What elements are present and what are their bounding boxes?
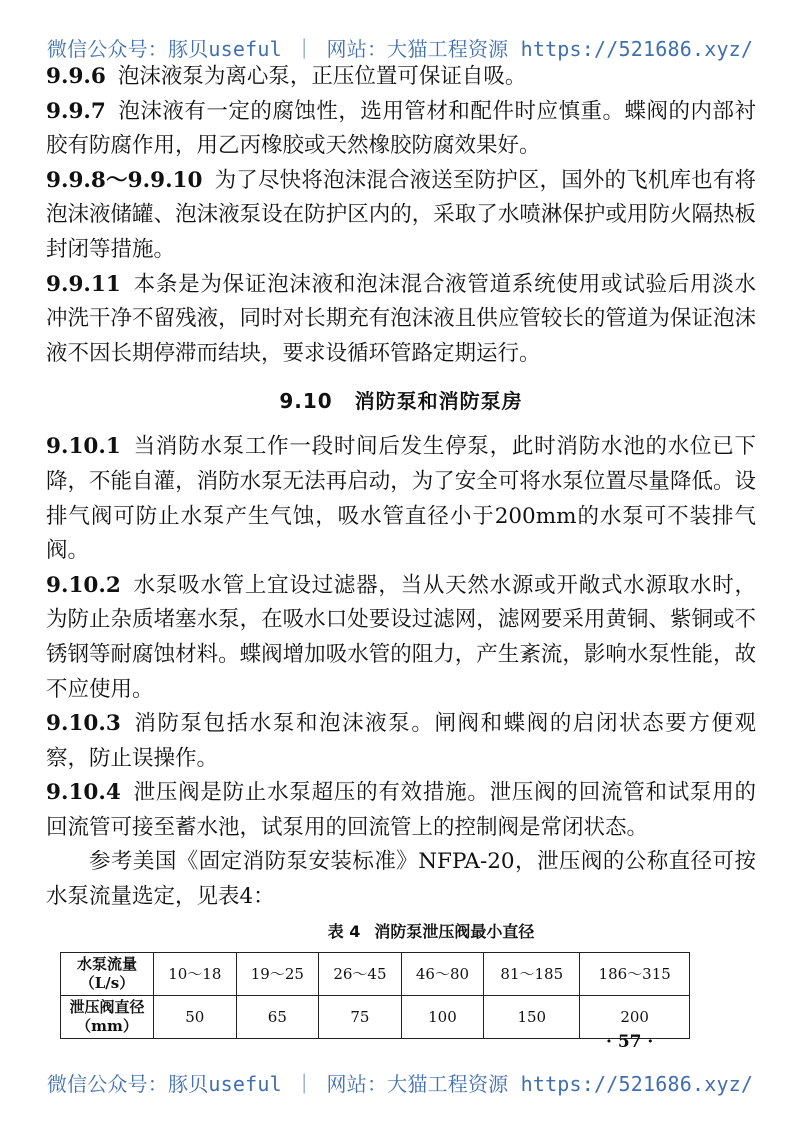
table-cell: 19～25 xyxy=(236,952,319,995)
clause-text: 泡沫液有一定的腐蚀性，选用管材和配件时应慎重。蝶阀的内部衬胶有防腐作用，用乙丙橡胶或天然橡胶防腐效果好。 xyxy=(46,98,756,159)
table-caption-title: 消防泵泄压阀最小直径 xyxy=(374,921,535,941)
clause-number: 9.10.2 xyxy=(46,572,121,598)
clause-text: 当消防水泵工作一段时间后发生停泵，此时消防水池的水位已下降，不能自灌，消防水泵无法再启动，为了安全可将水泵位置尽量降低。设排气阀可防止水泵产生气蚀，吸水管直径小于200mm的水泵可不装排气阀。 xyxy=(46,434,756,564)
clause-text: 本条是为保证泡沫液和泡沫混合液管道系统使用或试验后用淡水冲洗干净不留残液，同时对长期充有泡沫液且供应管较长的管道为保证泡沫液不因长期停滞而结块，要求设循环管路定期运行。 xyxy=(46,271,756,366)
clause-9-9-7 xyxy=(46,95,756,164)
clause-text: 泄压阀是防止水泵超压的有效措施。泄压阀的回流管和试泵用的回流管可接至蓄水池，试泵用的回流管上的控制阀是常闭状态。 xyxy=(46,780,756,840)
table-cell: 10～18 xyxy=(154,952,237,995)
watermark-top: 微信公众号：豚贝useful ｜ 网站：大猫工程资源 https://521686.xyz/ xyxy=(46,37,754,61)
clause-9-10-1 xyxy=(46,430,756,568)
row-header-diameter: 泄压阀直径 （mm） xyxy=(61,995,154,1038)
clause-9-9-8-10 xyxy=(46,164,756,268)
section-number: 9.10 xyxy=(279,389,333,414)
clause-number: 9.10.3 xyxy=(46,711,121,737)
clause-number: 9.9.11 xyxy=(46,271,121,297)
clause-number: 9.10.4 xyxy=(46,780,121,806)
table-cell: 26～45 xyxy=(319,952,402,995)
table-cell: 186～315 xyxy=(580,952,690,995)
table-cell: 150 xyxy=(484,995,580,1038)
clause-9-9-11 xyxy=(46,268,756,372)
section-heading xyxy=(46,385,756,414)
reference-paragraph: 参考美国《固定消防泵安装标准》NFPA-20，泄压阀的公称直径可按水泵流量选定，见表4： xyxy=(46,849,756,910)
clause-number: 9.10.1 xyxy=(46,434,121,460)
table-cell: 200 xyxy=(580,995,690,1038)
table-cell: 75 xyxy=(319,995,402,1038)
table-caption-number: 表 4 xyxy=(327,921,361,941)
clause-text: 为了尽快将泡沫混合液送至防护区，国外的飞机库也有将泡沫液储罐、泡沫液泵设在防护区内的，采取了水喷淋保护或用防火隔热板封闭等措施。 xyxy=(46,167,756,262)
clause-text: 水泵吸水管上宜设过滤器，当从天然水源或开敞式水源取水时，为防止杂质堵塞水泵，在吸水口处要设过滤网，滤网要采用黄铜、紫铜或不锈钢等耐腐蚀材料。蝶阀增加吸水管的阻力，产生紊流，影响水泵性能，故不应使用。 xyxy=(46,572,756,702)
row-header-flow: 水泵流量 （L/s） xyxy=(61,952,154,995)
clause-9-10-4 xyxy=(46,776,756,845)
watermark-bottom: 微信公众号：豚贝useful ｜ 网站：大猫工程资源 https://521686.xyz/ xyxy=(46,1072,754,1096)
table-row-diameter xyxy=(61,995,690,1038)
table-row-flow xyxy=(61,952,690,995)
clause-text: 泡沫液泵为离心泵，正压位置可保证自吸。 xyxy=(117,64,527,89)
clause-text: 消防泵包括水泵和泡沫液泵。闸阀和蝶阀的启闭状态要方便观察，防止误操作。 xyxy=(46,711,756,771)
table-cell: 65 xyxy=(236,995,319,1038)
page-number: · 57 · xyxy=(606,1032,654,1052)
table-cell: 46～80 xyxy=(401,952,484,995)
table-cell: 100 xyxy=(401,995,484,1038)
clause-number: 9.9.6 xyxy=(46,64,106,89)
relief-valve-table xyxy=(60,952,690,1039)
table-caption xyxy=(46,919,756,942)
section-title-text: 消防泵和消防泵房 xyxy=(354,389,523,414)
page-content xyxy=(46,60,756,1039)
table-cell: 50 xyxy=(154,995,237,1038)
table-cell: 81～185 xyxy=(484,952,580,995)
clause-9-10-3 xyxy=(46,707,756,776)
clause-number: 9.9.7 xyxy=(46,98,106,124)
clause-number: 9.9.8～9.9.10 xyxy=(46,167,203,193)
clause-9-10-2 xyxy=(46,569,756,707)
clause-9-9-6 xyxy=(46,60,756,95)
